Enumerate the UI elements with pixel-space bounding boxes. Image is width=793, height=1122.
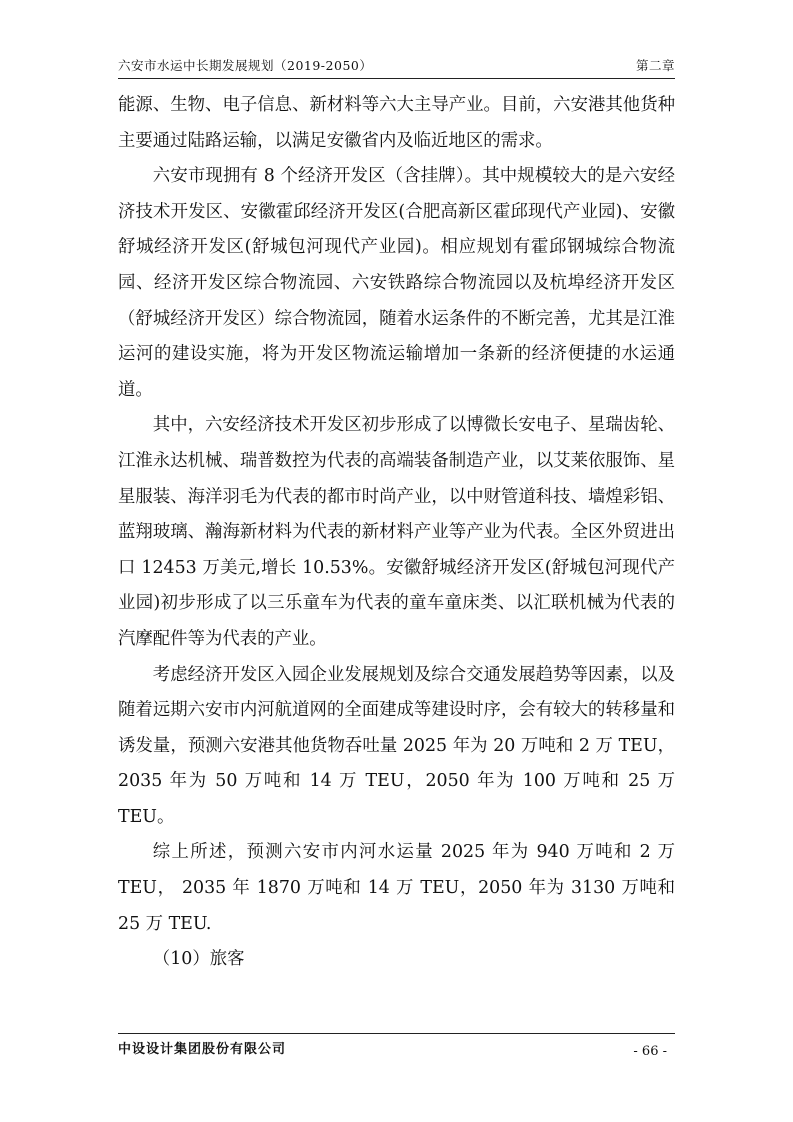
- footer-divider: [118, 1033, 675, 1034]
- paragraph-continued: 能源、生物、电子信息、新材料等六大主导产业。目前，六安港其他货种主要通过陆路运输，以满足安徽省内及临近地区的需求。: [118, 95, 675, 151]
- paragraph-forecast-other-cargo: 考虑经济开发区入园企业发展规划及综合交通发展趋势等因素，以及随着远期六安市内河航道网的全面建成等建设时序，会有较大的转移量和诱发量，预测六安港其他货物吞吐量 2025 年为 20 万吨和 2 万 TEU，2035 年为 50 万吨和 14 万 TEU，2050 年为 100 万吨和 25 万 TEU。: [118, 664, 675, 827]
- document-title: 六安市水运中长期发展规划（2019-2050）: [118, 58, 373, 73]
- paragraph-forecast-summary: 综上所述，预测六安市内河水运量 2025 年为 940 万吨和 2 万 TEU， 2035 年 1870 万吨和 14 万 TEU，2050 年为 3130 万吨和 25 万 TEU.: [118, 842, 675, 934]
- page-number: - 66 -: [633, 1044, 667, 1059]
- paragraph-development-zones: 六安市现拥有 8 个经济开发区（含挂牌）。其中规模较大的是六安经济技术开发区、安徽霍邱经济开发区(合肥高新区霍邱现代产业园)、安徽舒城经济开发区(舒城包河现代产业园)。相应规划有霍邱钢城综合物流园、经济开发区综合物流园、六安铁路综合物流园以及杭埠经济开发区（舒城经济开发区）综合物流园，随着水运条件的不断完善，尤其是江淮运河的建设实施，将为开发区物流运输增加一条新的经济便捷的水运通道。: [118, 166, 675, 400]
- chapter-label: 第二章: [635, 58, 675, 73]
- company-name: 中设设计集团股份有限公司: [118, 1042, 287, 1057]
- page-body: [118, 88, 675, 978]
- paragraph-industries: 其中，六安经济技术开发区初步形成了以博微长安电子、星瑞齿轮、江淮永达机械、瑞普数控为代表的高端装备制造产业，以艾莱依服饰、星星服装、海洋羽毛为代表的都市时尚产业，以中财管道科技、墙煌彩铝、蓝翔玻璃、瀚海新材料为代表的新材料产业等产业为代表。全区外贸进出口 12453 万美元,增长 10.53%。安徽舒城经济开发区(舒城包河现代产业园)初步形成了以三乐童车为代表的童车童床类、以汇联机械为代表的汽摩配件等为代表的产业。: [118, 415, 675, 649]
- section-heading-passengers: （10）旅客: [152, 949, 245, 970]
- page-header: [118, 52, 675, 79]
